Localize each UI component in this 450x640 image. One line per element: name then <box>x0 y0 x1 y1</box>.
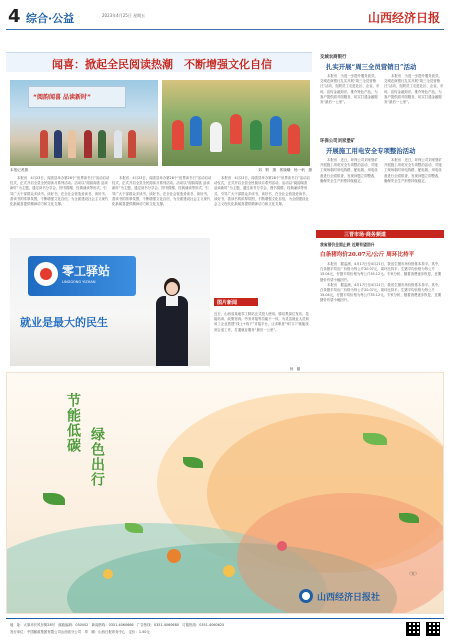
item2-body-col1: 本报讯 近日，环保公司刘家堡矿开展施工用电安全专项整治活动，对施工现场临时用电线路、配电箱、用电设备进行全面排查，发现问题立即整改，确保安全生产形势持续稳定。 <box>320 158 378 183</box>
qr-code-icon[interactable] <box>426 622 440 636</box>
stage-banner: “阅韵闻喜 品读新时” <box>28 86 126 108</box>
person-figure <box>40 130 48 158</box>
lead-photo-stage <box>10 80 158 166</box>
public-service-ad <box>6 372 444 614</box>
publication-date: 2023年4月25日 星期五 <box>102 13 146 18</box>
lead-photo-children <box>162 80 310 166</box>
child-figure <box>288 124 300 154</box>
child-figure <box>270 116 282 146</box>
lead-body-col2: 本报讯 4月23日，闻喜县举办第28个“世界读书日”活动启动仪式，正式开启全县全民阅读月系列活动。活动以“阅韵闻喜 品读新时”为主题，通过读书分享会、图书捐赠、经典诵读等形式，引导广大干部群众多读书、读好书，在全社会营造爱读书、读好书、善读书的浓厚氛围，不断增强文化自信，为全面建设社会主义现代化新闻喜提供精神动力和文化支撑。 <box>112 176 212 207</box>
photo-news-text: 近日，山西省某地零工驿站正式投入使用。驿站集岗位发布、技能培训、政策咨询、劳务对接等功能于一体，为灵活就业人员和用工企业搭建“线上+线下”对接平台，让求职者“家门口”就能找到合适工作，打通就业服务“最后一公里”。 <box>214 312 309 332</box>
child-figure <box>230 114 242 144</box>
yizhan-logo-icon <box>34 262 58 286</box>
section-title: 综合·公益 <box>26 12 75 25</box>
item2-body-col2: 本报讯 近日，环保公司刘家堡矿开展施工用电安全专项整治活动，对施工现场临时用电线路、配电箱、用电设备进行全面排查，发现问题立即整改，确保安全生产形势持续稳定。 <box>384 158 442 183</box>
child-figure <box>190 116 202 146</box>
child-figure <box>210 122 222 152</box>
sign-subtext: LINGGONG YIZHAN <box>62 280 96 284</box>
lead-body-col3: 本报讯 4月23日，闻喜县举办第28个“世界读书日”活动启动仪式，正式开启全县全民阅读月系列活动。活动以“阅韵闻喜 品读新时”为主题，通过读书分享会、图书捐赠、经典诵读等形式，引导广大干部群众多读书、读好书，在全社会营造爱读书、读好书、善读书的浓厚氛围，不断增强文化自信，为全面建设社会主义现代化新闻喜提供精神动力和文化支撑。 <box>214 176 310 207</box>
person-figure <box>54 130 62 158</box>
section-bar-label: 三晋市场·商务频道 <box>344 232 386 238</box>
person-figure <box>68 130 76 158</box>
lead-headline: 闻喜：掀起全民阅读热潮 不断增强文化自信 <box>52 58 272 71</box>
qr-code-icon[interactable] <box>406 622 420 636</box>
item1-headline: 扎实开展“周三全员营销日”活动 <box>326 63 417 71</box>
wall-slogan: 就业是最大的民生 <box>20 316 108 329</box>
sign-text: 零工驿站 <box>62 264 111 278</box>
ad-slogan-1: 节能低碳 <box>65 393 81 453</box>
flower-icon <box>277 541 287 551</box>
person-figure <box>98 130 106 158</box>
item3-kicker: 我省猪价全面止跌 近期有望回升 <box>320 242 375 247</box>
brand-logo-icon <box>299 589 313 603</box>
ad-brand <box>299 587 439 605</box>
item1-body-col1: 本报讯 为进一步提升服务质效，交城农商银行扎实开展“周三全员营销日”活动，组织员工走进社区、企业、市场，宣传金融知识，推介特色产品，为客户提供面对面服务，切实打通金融服务“最后一公里”。 <box>320 74 380 105</box>
item1-body-col2: 本报讯 为进一步提升服务质效，交城农商银行扎实开展“周三全员营销日”活动，组织员工走进社区、企业、市场，宣传金融知识，推介特色产品，为客户提供面对面服务，切实打通金融服务“最后一公里”。 <box>384 74 444 105</box>
photo-news-tag: 图片新闻 <box>214 298 258 306</box>
lead-photo-caption: 本报记者摄 <box>10 168 28 172</box>
footer <box>6 618 444 638</box>
ad-slogan-2: 绿色出行 <box>89 427 105 487</box>
page-number: 4 <box>8 6 21 27</box>
item1-kicker: 交城农商银行 <box>320 55 347 60</box>
yizhan-photo <box>10 238 210 366</box>
photo-news-author: 杨 璐 <box>290 367 301 371</box>
person-figure <box>84 130 92 158</box>
lead-body-col1: 本报讯 4月23日，闻喜县举办第28个“世界读书日”活动启动仪式，正式开启全县全民阅读月系列活动。活动以“阅韵闻喜 品读新时”为主题，通过读书分享会、图书捐赠、经典诵读等形式，引导广大干部群众多读书、读好书，在全社会营造爱读书、读好书、善读书的浓厚氛围，不断增强文化自信，为全面建设社会主义现代化新闻喜提供精神动力和文化支撑。 <box>10 176 110 207</box>
flower-icon <box>223 565 235 577</box>
leaf-icon <box>125 523 143 533</box>
lead-photo-credit: 刘 钢 摄 郭晓曦 杨一帆 摄 <box>258 168 312 172</box>
yizhan-sign <box>28 256 136 296</box>
brand-text: 山西经济日报社 <box>317 593 381 603</box>
item3-body: 本报讯 据监测，4月17日至4月21日，我省生猪市场价格基本持平。其中，白条猪平均出厂价格为每公斤20.07元，周环比持平；生猪平均价格为每公斤15.04元，仔猪平均价格为每公斤35.12元。专家分析，随着消费逐步恢复，近期猪价有望小幅回升。 本报讯 据监测，4月17日至4月21日，我省生猪市场价格基本持平。其中，白条猪平均出厂价格为每公斤20.07元，周环比持平；生猪平均价格为每公斤15.04元，仔猪平均价格为每公斤35.12元。专家分析，随着消费逐步恢复，近期猪价有望小幅回升。 <box>320 262 442 303</box>
footer-line-1: 地 址：太原市长风东街28号 邮政编码：030002 新闻热线：0351-4060666 广告热线：0351-4060680 订阅热线：0351-4060625 <box>10 623 225 627</box>
ad-signature: （宣） <box>407 571 419 576</box>
person-figure <box>128 130 136 158</box>
item2-headline: 开展施工用电安全专项整治活动 <box>326 147 416 155</box>
paper-name-logo: 山西经济日报 <box>367 11 440 25</box>
staff-figure <box>152 278 192 366</box>
flower-icon <box>103 569 113 579</box>
person-figure <box>114 130 122 158</box>
item2-kicker: 环保公司刘家堡矿 <box>320 139 356 144</box>
masthead <box>6 4 444 30</box>
footer-line-2: 发行单位：中国邮政集团有限公司山西省分公司 印 刷：山西日报印务中心 定价：1.50元 <box>10 630 150 634</box>
flower-icon <box>167 549 181 563</box>
child-figure <box>172 120 184 150</box>
item3-headline: 白条猪均价20.07元/公斤 周环比持平 <box>320 252 415 258</box>
child-figure <box>250 120 262 150</box>
